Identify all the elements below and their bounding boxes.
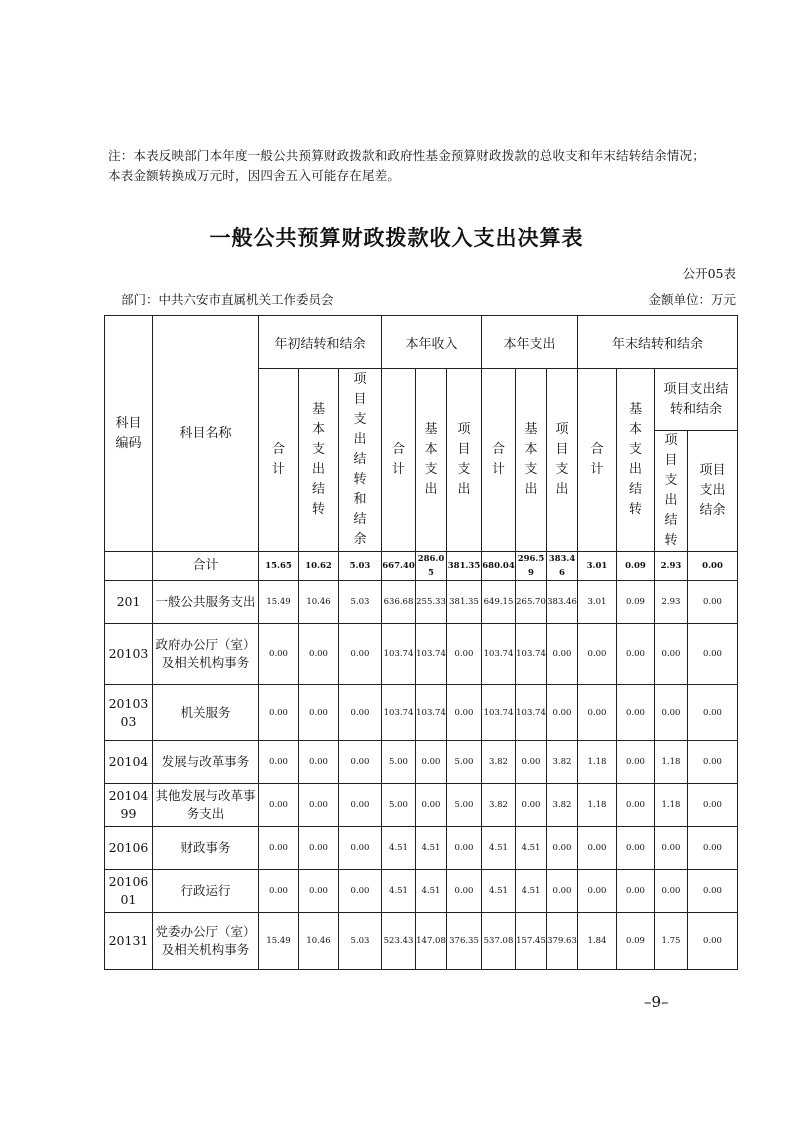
subject-name: 政府办公厅（室）及相关机构事务 [153,624,259,685]
header-expense-project: 项目支出 [547,369,578,552]
table-row [105,827,738,870]
cell-end-project-carry: 0.00 [655,685,688,741]
header-income-project: 项目支出 [447,369,482,552]
cell-begin-total: 0.00 [259,827,299,870]
subject-name: 机关服务 [153,685,259,741]
cell-income-basic: 0.00 [416,741,447,784]
cell-expense-basic: 4.51 [516,870,547,913]
cell-begin-project: 5.03 [339,913,382,970]
cell-end-project-surplus: 0.00 [688,827,738,870]
budget-table [104,315,738,970]
cell-end-total: 1.18 [578,784,617,827]
cell-end-basic: 0.00 [617,685,655,741]
cell-end-basic: 0.00 [617,827,655,870]
cell-expense-project: 383.46 [547,581,578,624]
header-end-project-carry: 项目支出结转 [655,431,688,552]
subject-name: 党委办公厅（室）及相关机构事务 [153,913,259,970]
table-row-total [105,552,738,581]
cell-begin-project: 0.00 [339,685,382,741]
subject-code: 201 [105,581,153,624]
total-begin-basic: 10.62 [299,552,339,581]
cell-expense-basic: 103.74 [516,685,547,741]
cell-end-basic: 0.00 [617,870,655,913]
subject-code: 20131 [105,913,153,970]
cell-begin-basic: 0.00 [299,741,339,784]
cell-expense-basic: 157.45 [516,913,547,970]
cell-income-basic: 147.08 [416,913,447,970]
total-income-basic: 286.05 [416,552,447,581]
header-end-basic: 基本支出结转 [617,369,655,552]
cell-end-project-carry: 0.00 [655,624,688,685]
cell-expense-project: 0.00 [547,624,578,685]
cell-end-total: 0.00 [578,685,617,741]
subject-name: 其他发展与改革事务支出 [153,784,259,827]
subject-code: 20103 [105,624,153,685]
total-label: 合计 [153,552,259,581]
cell-income-project: 5.00 [447,741,482,784]
cell-begin-basic: 0.00 [299,827,339,870]
cell-end-project-surplus: 0.00 [688,624,738,685]
table-row [105,581,738,624]
subject-code: 20104 [105,741,153,784]
total-end-project-carry: 2.93 [655,552,688,581]
cell-income-total: 636.68 [382,581,416,624]
cell-expense-total: 649.15 [482,581,516,624]
page-number: –9– [644,993,669,1011]
cell-expense-total: 3.82 [482,741,516,784]
header-end-total: 合计 [578,369,617,552]
header-code: 科目编码 [105,316,153,552]
cell-income-basic: 103.74 [416,685,447,741]
cell-end-total: 0.00 [578,870,617,913]
cell-expense-total: 4.51 [482,870,516,913]
cell-expense-project: 3.82 [547,741,578,784]
cell-end-project-surplus: 0.00 [688,913,738,970]
department-label: 部门：中共六安市直属机关工作委员会 [121,292,334,307]
cell-expense-total: 537.08 [482,913,516,970]
cell-income-total: 5.00 [382,784,416,827]
cell-end-project-carry: 2.93 [655,581,688,624]
header-end-project-group: 项目支出结转和结余 [655,369,738,431]
header-income-basic: 基本支出 [416,369,447,552]
cell-expense-basic: 103.74 [516,624,547,685]
cell-begin-project: 0.00 [339,741,382,784]
header-name: 科目名称 [153,316,259,552]
cell-income-total: 103.74 [382,685,416,741]
cell-income-basic: 4.51 [416,827,447,870]
cell-income-project: 376.35 [447,913,482,970]
cell-expense-total: 103.74 [482,685,516,741]
cell-end-project-carry: 0.00 [655,870,688,913]
cell-begin-total: 0.00 [259,624,299,685]
subject-code: 2010499 [105,784,153,827]
subject-name: 一般公共服务支出 [153,581,259,624]
total-end-total: 3.01 [578,552,617,581]
total-begin-project: 5.03 [339,552,382,581]
header-income-total: 合计 [382,369,416,552]
total-income-project: 381.35 [447,552,482,581]
subject-code: 2010601 [105,870,153,913]
cell-expense-basic: 0.00 [516,784,547,827]
cell-end-project-carry: 0.00 [655,827,688,870]
cell-end-basic: 0.09 [617,581,655,624]
cell-end-total: 1.84 [578,913,617,970]
table-row [105,870,738,913]
cell-begin-total: 15.49 [259,913,299,970]
cell-end-project-carry: 1.75 [655,913,688,970]
total-expense-project: 383.46 [547,552,578,581]
cell-begin-project: 0.00 [339,784,382,827]
cell-end-basic: 0.00 [617,741,655,784]
subject-code: 2010303 [105,685,153,741]
cell-expense-project: 0.00 [547,827,578,870]
cell-expense-total: 3.82 [482,784,516,827]
cell-income-project: 0.00 [447,624,482,685]
cell-expense-basic: 0.00 [516,741,547,784]
cell-expense-total: 4.51 [482,827,516,870]
table-row [105,784,738,827]
header-group-begin: 年初结转和结余 [259,316,382,369]
cell-end-total: 3.01 [578,581,617,624]
cell-begin-basic: 0.00 [299,870,339,913]
cell-begin-total: 15.49 [259,581,299,624]
subject-name: 财政事务 [153,827,259,870]
cell-begin-total: 0.00 [259,741,299,784]
cell-expense-project: 3.82 [547,784,578,827]
table-note: 注：本表反映部门本年度一般公共预算财政拨款和政府性基金预算财政拨款的总收支和年末结转结余情况；本表金额转换成万元时，因四舍五入可能存在尾差。 [108,148,705,183]
cell-end-basic: 0.09 [617,913,655,970]
total-end-project-surplus: 0.00 [688,552,738,581]
cell-income-project: 0.00 [447,685,482,741]
cell-begin-basic: 0.00 [299,685,339,741]
header-group-expense: 本年支出 [482,316,578,369]
total-end-basic: 0.09 [617,552,655,581]
header-group-income: 本年收入 [382,316,482,369]
cell-begin-basic: 10.46 [299,581,339,624]
header-group-end: 年末结转和结余 [578,316,738,369]
unit-label: 金额单位：万元 [648,292,736,307]
cell-income-project: 381.35 [447,581,482,624]
header-begin-project: 项目支出结转和结余 [339,369,382,552]
cell-income-total: 523.43 [382,913,416,970]
cell-expense-project: 0.00 [547,685,578,741]
table-code: 公开05表 [682,266,736,281]
cell-income-project: 0.00 [447,870,482,913]
total-begin-total: 15.65 [259,552,299,581]
total-expense-total: 680.04 [482,552,516,581]
cell-income-basic: 4.51 [416,870,447,913]
cell-end-project-surplus: 0.00 [688,741,738,784]
cell-end-total: 0.00 [578,624,617,685]
table-row [105,913,738,970]
cell-end-project-carry: 1.18 [655,784,688,827]
cell-income-total: 4.51 [382,827,416,870]
cell-end-project-carry: 1.18 [655,741,688,784]
subject-name: 行政运行 [153,870,259,913]
header-begin-total: 合计 [259,369,299,552]
cell-begin-basic: 10.46 [299,913,339,970]
total-code-cell [105,552,153,581]
cell-begin-project: 5.03 [339,581,382,624]
cell-expense-basic: 265.70 [516,581,547,624]
cell-end-project-surplus: 0.00 [688,784,738,827]
cell-expense-basic: 4.51 [516,827,547,870]
header-end-project-surplus: 项目支出结余 [688,431,738,552]
cell-income-total: 103.74 [382,624,416,685]
cell-end-project-surplus: 0.00 [688,870,738,913]
cell-end-project-surplus: 0.00 [688,581,738,624]
cell-begin-basic: 0.00 [299,784,339,827]
cell-income-project: 5.00 [447,784,482,827]
header-begin-basic: 基本支出结转 [299,369,339,552]
cell-begin-project: 0.00 [339,827,382,870]
header-expense-basic: 基本支出 [516,369,547,552]
cell-income-total: 4.51 [382,870,416,913]
cell-begin-project: 0.00 [339,624,382,685]
total-income-total: 667.40 [382,552,416,581]
cell-income-basic: 255.33 [416,581,447,624]
table-row [105,741,738,784]
page-title: 一般公共预算财政拨款收入支出决算表 [209,226,584,250]
cell-expense-project: 379.63 [547,913,578,970]
cell-income-total: 5.00 [382,741,416,784]
cell-end-basic: 0.00 [617,784,655,827]
table-row [105,685,738,741]
cell-income-basic: 0.00 [416,784,447,827]
cell-begin-total: 0.00 [259,870,299,913]
cell-end-project-surplus: 0.00 [688,685,738,741]
cell-begin-project: 0.00 [339,870,382,913]
cell-expense-project: 0.00 [547,870,578,913]
subject-name: 发展与改革事务 [153,741,259,784]
total-expense-basic: 296.59 [516,552,547,581]
cell-begin-total: 0.00 [259,685,299,741]
subject-code: 20106 [105,827,153,870]
cell-end-basic: 0.00 [617,624,655,685]
cell-income-project: 0.00 [447,827,482,870]
cell-end-total: 1.18 [578,741,617,784]
header-expense-total: 合计 [482,369,516,552]
cell-end-total: 0.00 [578,827,617,870]
table-row [105,624,738,685]
cell-expense-total: 103.74 [482,624,516,685]
cell-begin-total: 0.00 [259,784,299,827]
cell-income-basic: 103.74 [416,624,447,685]
cell-begin-basic: 0.00 [299,624,339,685]
